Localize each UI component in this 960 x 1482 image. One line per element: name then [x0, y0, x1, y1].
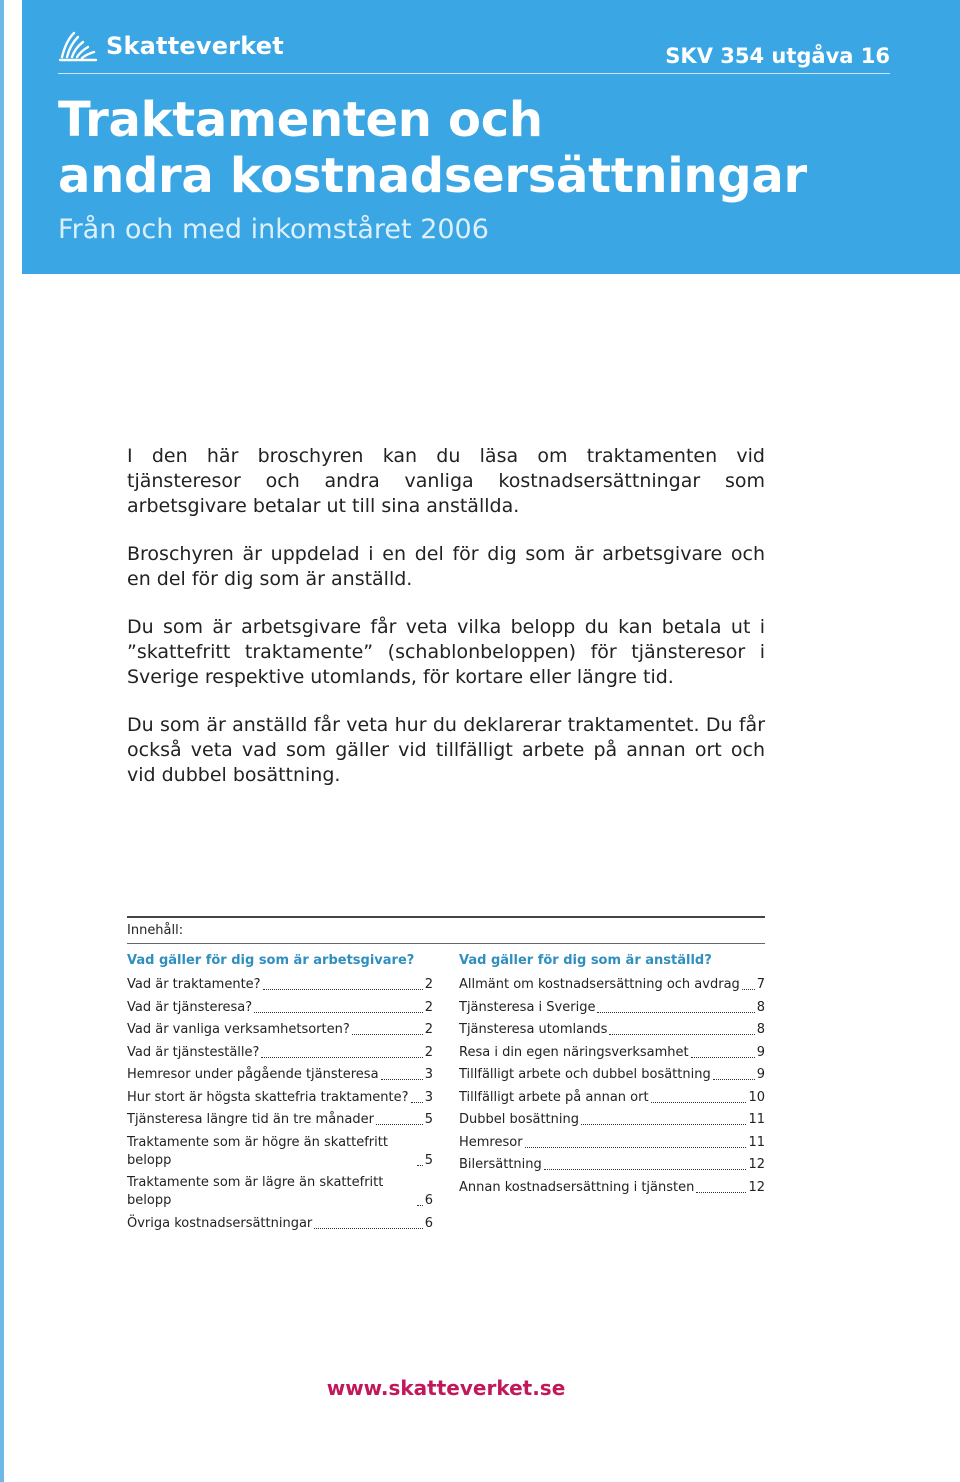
intro-paragraph-4: Du som är anställd får veta hur du deklarerar traktamentet. Du får också veta vad som gäller vid tillfälligt arbete på annan ort och vid dubbel bosättning.	[127, 714, 765, 786]
toc-dot-leader	[352, 1034, 423, 1035]
toc-column-title-employer: Vad gäller för dig som är arbetsgivare?	[127, 953, 415, 968]
toc-dot-leader	[376, 1124, 423, 1125]
toc-dot-leader	[696, 1192, 746, 1193]
toc-entry-page: 11	[748, 1134, 765, 1150]
toc-entry-page: 2	[424, 977, 433, 992]
title-line-1: Traktamenten och	[58, 92, 543, 148]
toc-dot-leader	[581, 1124, 746, 1125]
toc-column-employer	[127, 953, 433, 1237]
toc-entry-page: 9	[756, 1044, 765, 1060]
intro-paragraph-2: Broschyren är uppdelad i en del för dig som är arbetsgivare och en del för dig som är anställd.	[127, 543, 765, 590]
intro-section	[127, 444, 765, 811]
toc-entry[interactable]	[459, 1111, 765, 1129]
website-link[interactable]: www.skatteverket.se	[326, 1376, 566, 1400]
toc-entry[interactable]	[459, 1156, 765, 1174]
toc-divider	[127, 943, 765, 944]
page-title	[58, 92, 807, 204]
toc-entry-label: Vad är tjänsteställe?	[127, 1044, 260, 1060]
toc-entry-page: 2	[424, 1022, 433, 1037]
document-id: SKV 354 utgåva 16	[665, 44, 890, 68]
toc-entry-label: Tjänsteresa i Sverige	[459, 999, 596, 1015]
toc-dot-leader	[381, 1079, 423, 1080]
toc-entry-page: 6	[424, 1193, 433, 1208]
toc-column-employee	[459, 953, 765, 1237]
toc-entry[interactable]	[459, 1021, 765, 1039]
toc-dot-leader	[544, 1169, 747, 1170]
toc-entry-page: 12	[748, 1179, 765, 1195]
toc-dot-leader	[597, 1012, 754, 1013]
toc-entry[interactable]	[127, 1174, 433, 1210]
toc-entry[interactable]	[127, 1021, 433, 1039]
toc-dot-leader	[261, 1057, 422, 1058]
toc-entry[interactable]	[459, 1089, 765, 1107]
brand-name: Skatteverket	[106, 32, 284, 60]
toc-entry[interactable]	[127, 1215, 433, 1233]
toc-list-employer	[127, 976, 433, 1233]
toc-dot-leader	[263, 989, 423, 990]
banner-divider	[58, 73, 890, 74]
toc-entry[interactable]	[127, 1134, 433, 1170]
toc-entry-page: 11	[748, 1112, 765, 1127]
toc-dot-leader	[609, 1034, 754, 1035]
toc-entry[interactable]	[459, 1066, 765, 1084]
toc-heading: Innehåll:	[127, 923, 184, 938]
toc-columns	[127, 953, 765, 1237]
toc-entry[interactable]	[127, 1111, 433, 1129]
toc-entry[interactable]	[127, 976, 433, 994]
toc-entry[interactable]	[459, 1044, 765, 1062]
toc-list-employee	[459, 976, 765, 1197]
skatteverket-crown-logo-icon	[58, 27, 98, 65]
toc-entry[interactable]	[459, 976, 765, 994]
toc-entry-label: Tjänsteresa längre tid än tre månader	[127, 1112, 374, 1127]
toc-dot-leader	[314, 1228, 422, 1229]
toc-entry-page: 7	[756, 977, 765, 992]
title-line-2: andra kostnadsersättningar	[58, 148, 807, 204]
toc-entry-page: 8	[756, 1022, 765, 1037]
toc-entry-label: Tjänsteresa utomlands	[459, 1022, 608, 1037]
toc-dot-leader	[411, 1102, 423, 1103]
toc-dot-leader	[254, 1012, 423, 1013]
toc-entry-page: 10	[748, 1089, 765, 1105]
toc-entry-label: Hur stort är högsta skattefria traktamente?	[127, 1089, 409, 1105]
toc-entry-label: Annan kostnadsersättning i tjänsten	[459, 1179, 695, 1195]
page-subtitle: Från och med inkomståret 2006	[58, 214, 489, 245]
toc-entry-label: Traktamente som är högre än skattefritt belopp	[127, 1134, 388, 1168]
toc-entry-label: Hemresor	[459, 1134, 523, 1150]
toc-entry-page: 3	[424, 1089, 433, 1105]
toc-entry-page: 5	[424, 1112, 433, 1127]
toc-entry-page: 5	[424, 1152, 433, 1168]
toc-entry[interactable]	[459, 1179, 765, 1197]
left-edge-rule	[0, 0, 4, 1482]
toc-entry[interactable]	[127, 1066, 433, 1084]
toc-entry-label: Dubbel bosättning	[459, 1112, 579, 1127]
toc-entry-page: 9	[756, 1067, 765, 1082]
table-of-contents	[127, 916, 765, 1237]
toc-dot-leader	[417, 1165, 423, 1166]
toc-column-title-employee: Vad gäller för dig som är anställd?	[459, 953, 712, 968]
toc-entry-page: 3	[424, 1067, 433, 1082]
toc-entry-page: 12	[748, 1157, 765, 1172]
toc-entry[interactable]	[459, 1134, 765, 1152]
toc-entry-page: 2	[424, 1044, 433, 1060]
toc-entry-page: 6	[424, 1215, 433, 1231]
toc-dot-leader	[417, 1205, 423, 1206]
toc-entry[interactable]	[127, 1044, 433, 1062]
toc-entry[interactable]	[459, 999, 765, 1017]
toc-entry-page: 8	[756, 999, 765, 1015]
toc-dot-leader	[525, 1147, 747, 1148]
toc-entry-label: Tillfälligt arbete på annan ort	[459, 1089, 649, 1105]
toc-entry-label: Vad är vanliga verksamhetsorten?	[127, 1022, 350, 1037]
brand-logo[interactable]	[58, 26, 284, 66]
toc-dot-leader	[742, 989, 755, 990]
toc-entry-label: Resa i din egen näringsverksamhet	[459, 1044, 689, 1060]
toc-entry-label: Vad är traktamente?	[127, 977, 261, 992]
toc-entry-label: Vad är tjänsteresa?	[127, 999, 253, 1015]
toc-dot-leader	[713, 1079, 755, 1080]
toc-entry-label: Traktamente som är lägre än skattefritt belopp	[127, 1175, 384, 1208]
toc-entry[interactable]	[127, 999, 433, 1017]
toc-entry-label: Allmänt om kostnadsersättning och avdrag	[459, 977, 740, 992]
cover-banner	[22, 0, 960, 274]
toc-entry-label: Hemresor under pågående tjänsteresa	[127, 1067, 379, 1082]
toc-entry[interactable]	[127, 1089, 433, 1107]
toc-entry-label: Bilersättning	[459, 1157, 542, 1172]
intro-paragraph-1: I den här broschyren kan du läsa om traktamenten vid tjänsteresor och andra vanliga kostnadsersättningar som arbetsgivare betalar ut till sina anställda.	[127, 445, 765, 517]
toc-dot-leader	[651, 1102, 747, 1103]
toc-entry-label: Tillfälligt arbete och dubbel bosättning	[459, 1067, 711, 1082]
toc-top-divider	[127, 916, 765, 918]
intro-paragraph-3: Du som är arbetsgivare får veta vilka belopp du kan betala ut i ”skattefritt traktamente” (schablonbeloppen) för tjänsteresor i Sverige respektive utomlands, för kortare eller längre tid.	[127, 616, 765, 688]
toc-dot-leader	[691, 1057, 755, 1058]
toc-entry-page: 2	[424, 999, 433, 1015]
toc-entry-label: Övriga kostnadsersättningar	[127, 1215, 313, 1231]
